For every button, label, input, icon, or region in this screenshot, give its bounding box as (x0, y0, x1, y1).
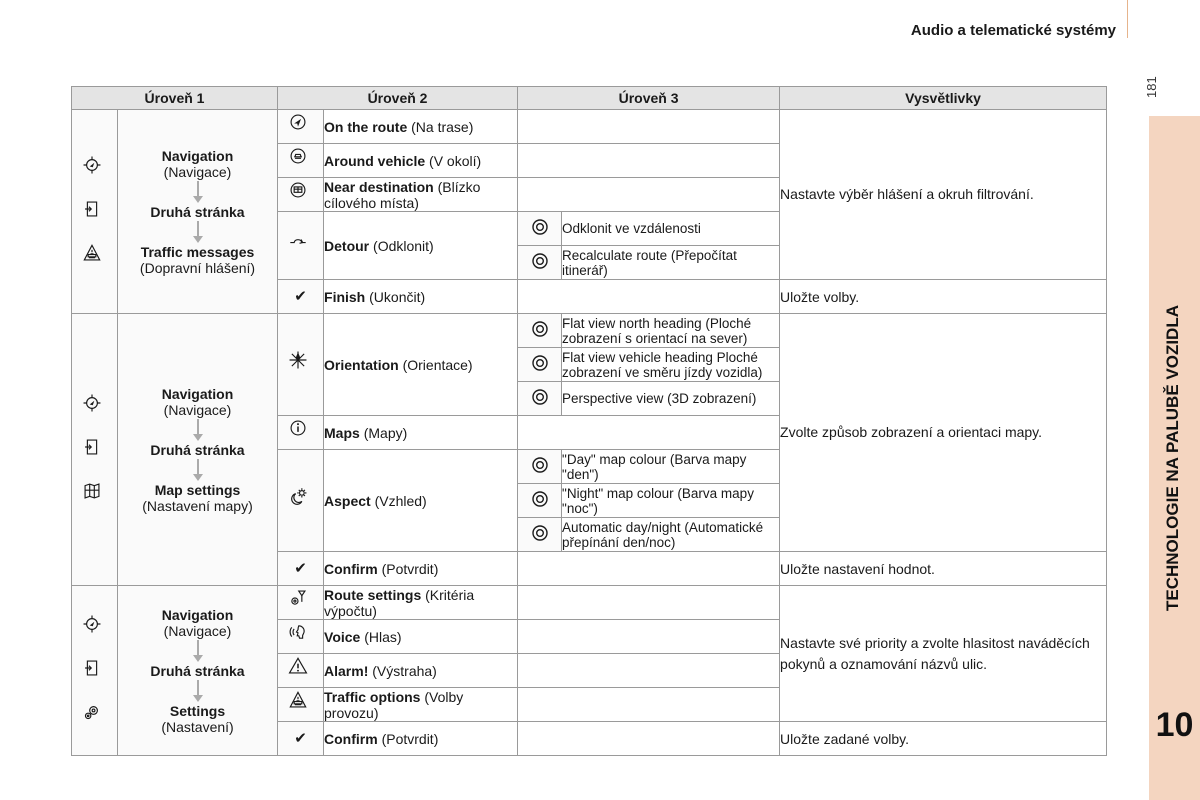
on-route-icon (288, 112, 314, 138)
level2-icon-cell (278, 110, 324, 144)
level3-empty (518, 280, 780, 314)
confirm-explanation: Uložte nastavení hodnot. (780, 552, 1107, 586)
chapter-number: 10 (1155, 706, 1194, 744)
level2-label-bold: Aspect (324, 492, 371, 509)
level2-label[interactable] (324, 586, 518, 620)
option-ring-icon (531, 320, 549, 338)
level1-navigation (118, 586, 278, 756)
option-ring-icon (531, 218, 549, 236)
navigation-step-normal: (Nastavení mapy) (142, 497, 253, 514)
compass-icon (288, 350, 314, 376)
section-header: Audio a telematické systémy (910, 22, 1116, 39)
navigation-step-bold: Traffic messages (140, 243, 255, 260)
level3-option-icon (518, 246, 562, 280)
level3-option[interactable]: Automatic day/night (Automatické přepínání den/noc) (562, 518, 780, 552)
level2-icon-cell (278, 144, 324, 178)
page-icon (82, 199, 108, 225)
explanation: Nastavte výběr hlášení a okruh filtrování. (780, 110, 1107, 280)
map-grid-icon (82, 481, 108, 507)
level3-empty (518, 620, 780, 654)
level1-icons (72, 110, 118, 314)
level3-option-icon (518, 348, 562, 382)
level2-label[interactable] (324, 450, 518, 552)
traffic-warning-icon (82, 243, 108, 269)
level2-label-bold: Traffic options (324, 688, 421, 705)
navigation-step-bold: Map settings (154, 481, 241, 498)
level2-label[interactable] (324, 620, 518, 654)
traffic-warning-icon (288, 690, 314, 716)
down-arrow-icon (192, 180, 204, 204)
level3-option-icon (518, 382, 562, 416)
navigation-icon (82, 393, 108, 419)
around-vehicle-icon (288, 146, 314, 172)
navigation-step-normal: (Nastavení) (161, 718, 234, 735)
side-tab-label: TECHNOLOGIE NA PALUBĚ VOZIDLA (1163, 305, 1182, 611)
navigation-step-bold: Druhá stránka (150, 662, 245, 679)
level2-label-bold: Detour (324, 237, 370, 254)
option-ring-icon (531, 524, 549, 542)
info-icon (288, 418, 314, 444)
level2-label-bold: Orientation (324, 356, 399, 373)
level3-option-icon (518, 450, 562, 484)
level2-icon-cell (278, 450, 324, 552)
option-ring-icon (531, 490, 549, 508)
level2-icon-cell (278, 654, 324, 688)
column-header-level2: Úroveň 2 (278, 87, 518, 110)
navigation-step-normal: (Navigace) (163, 401, 232, 418)
table-row (72, 110, 1107, 144)
level2-label[interactable] (324, 178, 518, 212)
detour-icon (288, 231, 314, 257)
table-row (72, 314, 1107, 348)
level3-option[interactable]: Recalculate route (Přepočítat itinerář) (562, 246, 780, 280)
level2-icon-cell (278, 688, 324, 722)
option-ring-icon (531, 456, 549, 474)
level2-label-normal: (Odklonit) (369, 237, 434, 254)
page-icon (82, 658, 108, 684)
level2-label-bold: Confirm (324, 730, 378, 747)
explanation: Zvolte způsob zobrazení a orientaci mapy. (780, 314, 1107, 552)
table-row (72, 586, 1107, 620)
level2-label-normal: (Na trase) (407, 118, 474, 135)
navigation-icon (82, 614, 108, 640)
level2-icon-cell (278, 620, 324, 654)
confirm-explanation: Uložte volby. (780, 280, 1107, 314)
level2-label[interactable] (324, 144, 518, 178)
level1-icon-stack (72, 614, 117, 728)
option-ring-icon (531, 252, 549, 270)
menu-table (71, 86, 1107, 756)
voice-icon (288, 622, 314, 648)
option-ring-icon (531, 388, 549, 406)
level2-icon-cell (278, 314, 324, 416)
down-arrow-icon (192, 418, 204, 442)
level2-label[interactable] (324, 722, 518, 756)
explanation: Nastavte své priority a zvolte hlasitost naváděcích pokynů a oznamování názvů ulic. (780, 586, 1107, 722)
level2-label-normal: (Mapy) (359, 424, 408, 441)
level2-label-bold: On the route (324, 118, 408, 135)
level2-label-normal: (Vzhled) (370, 492, 427, 509)
destination-flag-icon (288, 180, 314, 206)
level2-label[interactable] (324, 280, 518, 314)
level3-option-icon (518, 212, 562, 246)
level2-label-bold: Route settings (324, 586, 422, 603)
column-header-level1: Úroveň 1 (72, 87, 278, 110)
level3-empty (518, 722, 780, 756)
level2-label-normal: (Hlas) (360, 628, 402, 645)
check-icon: ✔ (294, 288, 307, 305)
navigation-path (118, 386, 277, 514)
navigation-step-bold: Druhá stránka (150, 441, 245, 458)
navigation-step-normal: (Navigace) (163, 163, 232, 180)
level2-label[interactable] (324, 314, 518, 416)
level2-label-normal: (Blízko cílového místa) (324, 178, 481, 211)
navigation-path (118, 148, 277, 276)
navigation-step-bold: Navigation (161, 147, 234, 164)
level1-icon-stack (72, 393, 117, 507)
navigation-step-bold: Navigation (161, 606, 234, 623)
navigation-step-normal: (Dopravní hlášení) (139, 259, 256, 276)
level2-label[interactable] (324, 212, 518, 280)
option-ring-icon (531, 354, 549, 372)
level3-empty (518, 416, 780, 450)
level3-option-icon (518, 484, 562, 518)
down-arrow-icon (192, 679, 204, 703)
level3-empty (518, 178, 780, 212)
level1-icon-stack (72, 155, 117, 269)
level3-option[interactable]: Odklonit ve vzdálenosti (562, 212, 780, 246)
navigation-path (118, 607, 277, 735)
level1-icons (72, 586, 118, 756)
down-arrow-icon (192, 458, 204, 482)
settings-gears-icon (82, 702, 108, 728)
level3-empty (518, 110, 780, 144)
level3-option[interactable]: Flat view vehicle heading Ploché zobrazení ve směru jízdy vozidla) (562, 348, 780, 382)
level2-label-normal: (Volby provozu) (324, 688, 464, 721)
navigation-icon (82, 155, 108, 181)
page-icon (82, 437, 108, 463)
level3-empty (518, 654, 780, 688)
level2-label-bold: Voice (324, 628, 361, 645)
level2-label-bold: Maps (324, 424, 360, 441)
column-header-explanation: Vysvětlivky (780, 87, 1107, 110)
level2-label[interactable] (324, 552, 518, 586)
down-arrow-icon (192, 639, 204, 663)
level2-icon-cell (278, 178, 324, 212)
level2-label-bold: Alarm! (324, 662, 369, 679)
navigation-step-normal: (Navigace) (163, 622, 232, 639)
confirm-explanation: Uložte zadané volby. (780, 722, 1107, 756)
navigation-step-bold: Settings (169, 702, 226, 719)
header-rule (1127, 0, 1128, 38)
level3-option[interactable]: Flat view north heading (Ploché zobrazení s orientací na sever) (562, 314, 780, 348)
check-icon: ✔ (294, 730, 307, 747)
level3-option[interactable]: "Day" map colour (Barva mapy "den") (562, 450, 780, 484)
level2-label[interactable] (324, 688, 518, 722)
level2-icon-cell (278, 586, 324, 620)
level2-icon-cell (278, 722, 324, 756)
route-settings-icon (288, 588, 314, 614)
navigation-step-bold: Druhá stránka (150, 203, 245, 220)
level2-icon-cell (278, 552, 324, 586)
down-arrow-icon (192, 220, 204, 244)
level3-option-icon (518, 314, 562, 348)
level3-empty (518, 144, 780, 178)
level1-navigation (118, 314, 278, 586)
level2-label-bold: Around vehicle (324, 152, 426, 169)
page-number: 181 (1144, 76, 1159, 98)
level1-navigation (118, 110, 278, 314)
level2-label-bold: Near destination (324, 178, 434, 195)
level2-label[interactable] (324, 110, 518, 144)
level3-empty (518, 586, 780, 620)
level2-icon-cell (278, 212, 324, 280)
table-header-row (72, 87, 1107, 110)
level2-icon-cell (278, 280, 324, 314)
level2-label-normal: (Ukončit) (365, 288, 426, 305)
level2-label-normal: (Potvrdit) (377, 730, 439, 747)
level2-label-bold: Finish (324, 288, 366, 305)
level2-icon-cell (278, 416, 324, 450)
level3-empty (518, 688, 780, 722)
level3-option[interactable]: Perspective view (3D zobrazení) (562, 382, 780, 416)
level1-icons (72, 314, 118, 586)
level2-label[interactable] (324, 654, 518, 688)
level3-option-icon (518, 518, 562, 552)
level2-label-normal: (V okolí) (425, 152, 482, 169)
navigation-step-bold: Navigation (161, 385, 234, 402)
level2-label-normal: (Potvrdit) (377, 560, 439, 577)
level3-option[interactable]: "Night" map colour (Barva mapy "noc") (562, 484, 780, 518)
level2-label-normal: (Orientace) (398, 356, 473, 373)
check-icon: ✔ (294, 560, 307, 577)
column-header-level3: Úroveň 3 (518, 87, 780, 110)
day-night-icon (288, 486, 314, 512)
level2-label-bold: Confirm (324, 560, 378, 577)
level2-label[interactable] (324, 416, 518, 450)
level3-empty (518, 552, 780, 586)
alarm-triangle-icon (288, 656, 314, 682)
level2-label-normal: (Výstraha) (368, 662, 437, 679)
level2-label-normal: (Kritéria výpočtu) (324, 586, 475, 619)
